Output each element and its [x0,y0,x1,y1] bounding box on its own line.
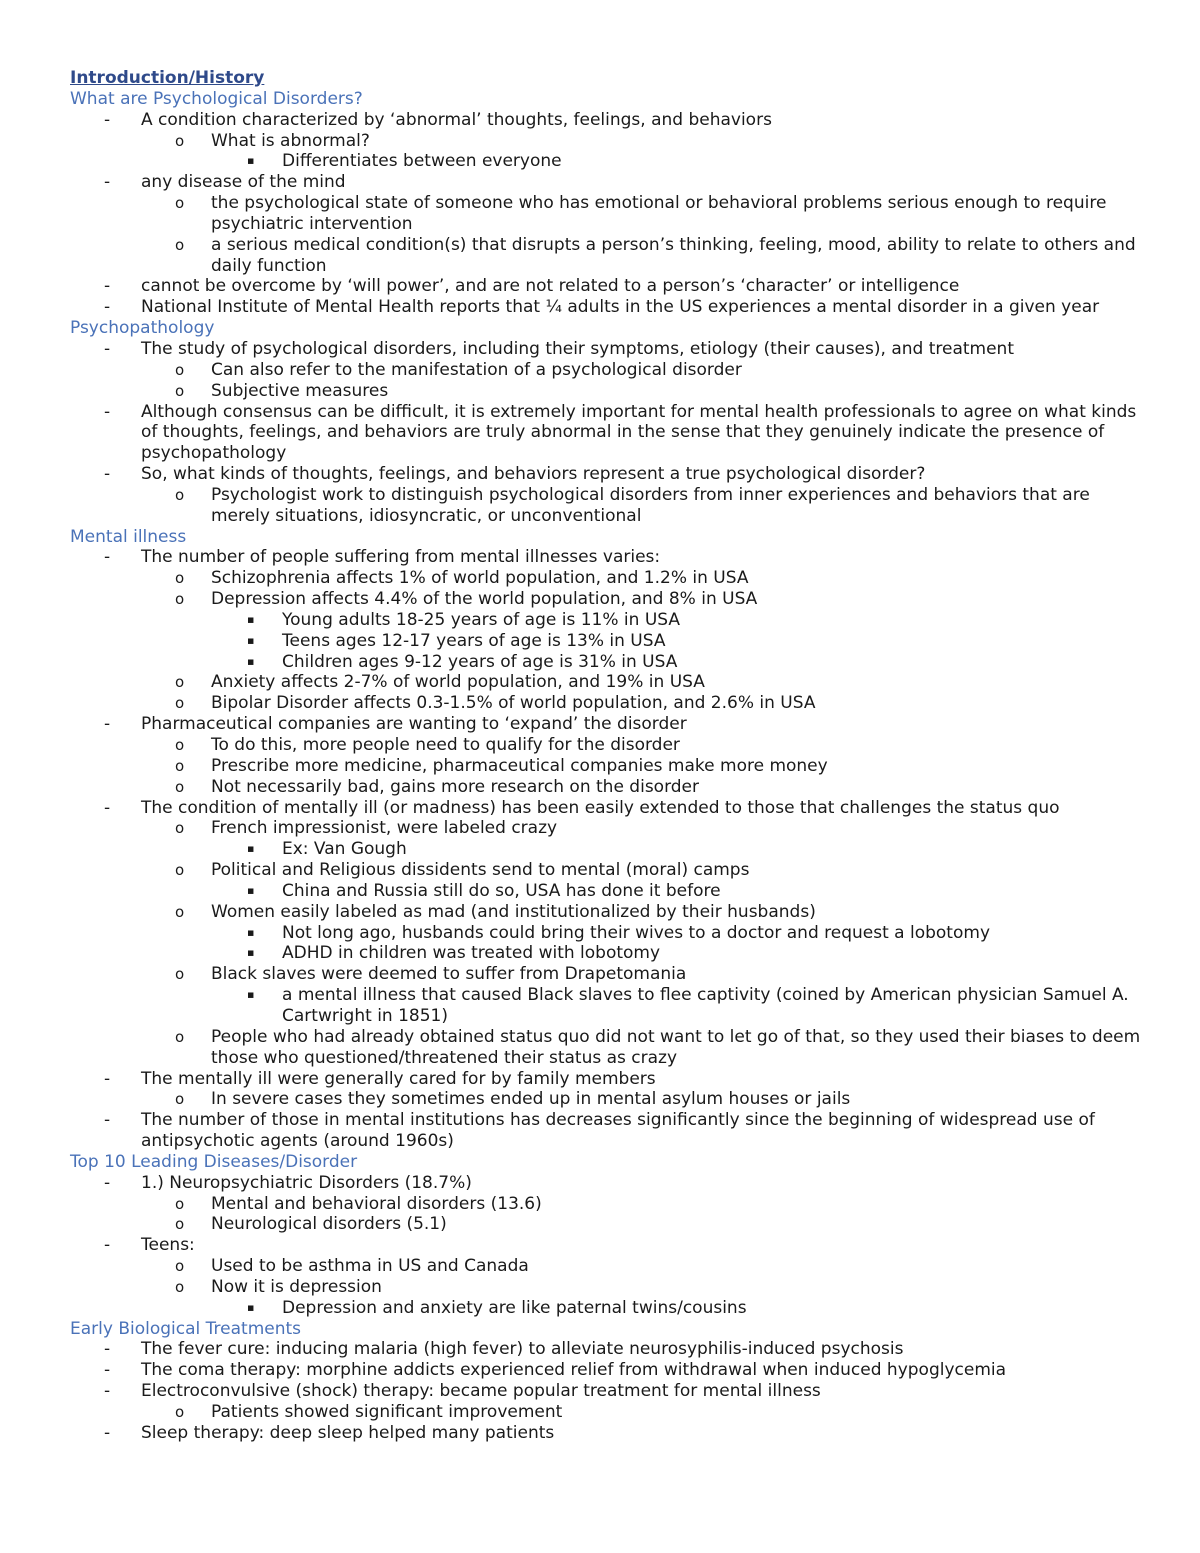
list-item-text: Can also refer to the manifestation of a psychological disorder [211,359,742,380]
bullet-marker: o [175,381,185,400]
bullet-marker: ▪ [247,946,255,960]
bullet-marker: - [104,297,111,318]
list-item [70,381,1142,402]
bullet-marker: - [104,797,111,818]
list-item [70,464,1142,485]
list-item [70,1298,1142,1319]
bullet-marker: - [104,1110,111,1131]
list-item-text: Electroconvulsive (shock) therapy: became popular treatment for mental illness [141,1381,821,1402]
bullet-marker: - [104,1360,111,1381]
bullet-marker: - [104,1381,111,1402]
list-item-text: The condition of mentally ill (or madness) has been easily extended to those that challenges the status quo [141,797,1060,818]
list-item [70,360,1142,381]
list-item-text: Psychologist work to distinguish psychological disorders from inner experiences and behaviors that are merely situations, idiosyncratic, or unconventional [211,484,1090,526]
list-item [70,297,1142,318]
list-item-text: Children ages 9-12 years of age is 31% in USA [282,651,678,672]
list-item-text: French impressionist, were labeled crazy [211,818,558,839]
list-item-text: The coma therapy: morphine addicts experienced relief from withdrawal when induced hypoglycemia [141,1360,1007,1381]
list-item [70,276,1142,297]
list-item-text: Sleep therapy: deep sleep helped many patients [141,1422,555,1443]
list-item [70,1256,1142,1277]
list-item-text: People who had already obtained status quo did not want to let go of that, so they used their biases to deem those who questioned/threatened their status as crazy [211,1026,1141,1068]
bullet-marker: ▪ [247,883,255,897]
list-item-text: Not long ago, husbands could bring their wives to a doctor and request a lobotomy [282,922,990,943]
list-item-text: ADHD in children was treated with lobotomy [282,943,661,964]
bullet-marker: o [175,1403,185,1421]
list-item-text: The fever cure: inducing malaria (high fever) to alleviate neurosyphilis-induced psychosis [141,1339,904,1360]
bullet-marker: o [175,1257,185,1276]
bullet-marker: ▪ [247,612,255,626]
list-item [70,923,1142,944]
bullet-marker: o [175,1194,185,1213]
list-item [70,798,1142,819]
list-item-text: Women easily labeled as mad (and institutionalized by their husbands) [211,901,816,922]
list-item [70,1173,1142,1194]
bullet-marker: - [104,109,111,130]
bullet-marker: o [175,694,185,713]
list-item-text: Schizophrenia affects 1% of world population, and 1.2% in USA [211,568,749,589]
list-item-text: Not necessarily bad, gains more research on the disorder [211,776,700,797]
list-item [70,1423,1142,1444]
bullet-marker: o [175,902,185,921]
list-item [70,756,1142,777]
list-item [70,839,1142,860]
list-item-text: Prescribe more medicine, pharmaceutical companies make more money [211,755,828,776]
bullet-marker: o [175,1215,185,1234]
list-item [70,235,1142,277]
list-item [70,1110,1142,1152]
list-item [70,964,1142,985]
bullet-marker: ▪ [247,988,255,1002]
bullet-marker: - [104,172,111,193]
bullet-marker: ▪ [247,154,255,168]
list-item [70,693,1142,714]
list-item [70,110,1142,131]
bullet-marker: o [175,569,185,588]
bullet-marker: o [175,194,185,213]
list-item-text: the psychological state of someone who has emotional or behavioral problems serious enough to require psychiatric intervention [211,193,1107,234]
list-item-text: In severe cases they sometimes ended up in mental asylum houses or jails [211,1089,851,1110]
section-heading: Early Biological Treatments [70,1318,302,1339]
list-item [70,902,1142,923]
list-item [70,985,1142,1027]
list-item [70,735,1142,756]
list-item-text: Depression affects 4.4% of the world population, and 8% in USA [211,589,758,610]
document-title: Introduction/History [70,68,265,88]
list-item [70,339,1142,360]
bullet-marker: - [104,1172,111,1193]
list-item-text: Pharmaceutical companies are wanting to ‘expand’ the disorder [141,714,687,735]
list-item-text: A condition characterized by ‘abnormal’ thoughts, feelings, and behaviors [141,109,772,130]
bullet-marker: o [175,1027,185,1046]
bullet-marker: - [104,401,111,422]
bullet-marker: - [104,1235,111,1256]
list-item-text: Patients showed significant improvement [211,1402,563,1422]
bullet-marker: o [175,756,185,775]
list-item-text: The number of those in mental institutions has decreases significantly since the beginning of widespread use of antipsychotic agents (around 1960s) [141,1110,1095,1152]
list-item-text: National Institute of Mental Health reports that ¼ adults in the US experiences a mental disorder in a given year [141,297,1100,318]
list-item-text: So, what kinds of thoughts, feelings, and behaviors represent a true psychological disorder? [141,464,926,485]
list-item [70,485,1142,527]
list-item-text: What is abnormal? [211,130,370,151]
list-item [70,1069,1142,1090]
list-item-text: Black slaves were deemed to suffer from Drapetomania [211,964,687,985]
list-item [70,672,1142,693]
list-item [70,1402,1142,1423]
list-item-text: 1.) Neuropsychiatric Disorders (18.7%) [141,1172,472,1193]
list-item [70,131,1142,152]
list-item [70,151,1142,172]
list-item-text: Neurological disorders (5.1) [211,1214,447,1235]
bullet-marker: o [175,819,185,838]
bullet-marker: - [104,1339,111,1360]
list-item [70,714,1142,735]
list-item [70,943,1142,964]
list-item [70,193,1142,235]
bullet-marker: - [104,338,111,359]
bullet-marker: - [104,1422,111,1443]
sections-container [70,89,1142,1444]
section-heading: Mental illness [70,526,187,547]
section-heading: Psychopathology [70,318,215,339]
list-item [70,1381,1142,1402]
list-item-text: The number of people suffering from mental illnesses varies: [141,547,661,568]
list-item-text: The mentally ill were generally cared for by family members [141,1068,656,1089]
list-item [70,652,1142,673]
list-item [70,1277,1142,1298]
list-item [70,610,1142,631]
list-item-text: Teens: [141,1235,195,1256]
bullet-marker: ▪ [247,925,255,939]
bullet-marker: o [175,965,185,984]
list-item-text: China and Russia still do so, USA has done it before [282,880,721,901]
bullet-marker: - [104,1068,111,1089]
section-heading: Top 10 Leading Diseases/Disorder [70,1151,358,1172]
list-item [70,1089,1142,1110]
list-item [70,402,1142,465]
list-item [70,818,1142,839]
bullet-marker: - [104,714,111,735]
bullet-marker: o [175,1277,185,1296]
list-item-text: The study of psychological disorders, including their symptoms, etiology (their causes), and treatment [141,338,1014,359]
list-item-text: Differentiates between everyone [282,151,562,172]
list-item [70,589,1142,610]
bullet-marker: o [175,590,185,609]
list-item-text: Anxiety affects 2-7% of world population, and 19% in USA [211,672,705,693]
list-item-text: Ex: Van Gough [282,839,407,860]
bullet-marker: o [175,736,185,754]
list-item [70,172,1142,193]
list-item-text: Teens ages 12-17 years of age is 13% in USA [282,630,666,651]
bullet-marker: o [175,131,185,150]
list-item [70,1214,1142,1235]
bullet-marker: o [175,861,185,880]
list-item [70,1194,1142,1215]
bullet-marker: - [104,464,111,485]
list-item-text: any disease of the mind [141,172,346,193]
list-item-text: Young adults 18-25 years of age is 11% in USA [282,609,681,630]
list-item [70,1027,1142,1069]
bullet-marker: ▪ [247,633,255,647]
list-item [70,1360,1142,1381]
list-item-text: cannot be overcome by ‘will power’, and are not related to a person’s ‘character’ or intelligence [141,276,960,297]
bullet-marker: o [175,360,185,379]
list-item-text: Mental and behavioral disorders (13.6) [211,1193,542,1214]
bullet-marker: ▪ [247,842,255,856]
bullet-marker: o [175,777,185,796]
bullet-marker: o [175,235,185,254]
section-heading: What are Psychological Disorders? [70,88,363,109]
list-item-text: Bipolar Disorder affects 0.3-1.5% of world population, and 2.6% in USA [211,693,816,714]
list-item [70,881,1142,902]
document-page [70,68,1142,1444]
list-item [70,568,1142,589]
bullet-marker: ▪ [247,1300,255,1314]
list-item [70,547,1142,568]
list-item-text: To do this, more people need to qualify for the disorder [211,735,680,755]
bullet-marker: - [104,276,111,297]
bullet-marker: ▪ [247,654,255,668]
list-item-text: Political and Religious dissidents send to mental (moral) camps [211,860,750,881]
bullet-marker: o [175,673,185,692]
list-item-text: Subjective measures [211,380,389,401]
list-item [70,777,1142,798]
list-item [70,1339,1142,1360]
list-item-text: Now it is depression [211,1276,382,1297]
bullet-marker: o [175,485,185,504]
bullet-marker: o [175,1090,185,1109]
bullet-marker: - [104,547,111,568]
list-item [70,860,1142,881]
list-item [70,1235,1142,1256]
list-item-text: a serious medical condition(s) that disrupts a person’s thinking, feeling, mood, ability to relate to others and daily function [211,234,1136,276]
list-item [70,631,1142,652]
list-item-text: Depression and anxiety are like paternal twins/cousins [282,1297,747,1318]
list-item-text: Used to be asthma in US and Canada [211,1256,529,1277]
list-item-text: a mental illness that caused Black slaves to flee captivity (coined by American physician Samuel A. Cartwright in 1851) [282,985,1129,1026]
list-item-text: Although consensus can be difficult, it is extremely important for mental health professionals to agree on what kinds of thoughts, feelings, and behaviors are truly abnormal in the sense that they genuinely indicate the presence of psychopathology [141,401,1137,464]
